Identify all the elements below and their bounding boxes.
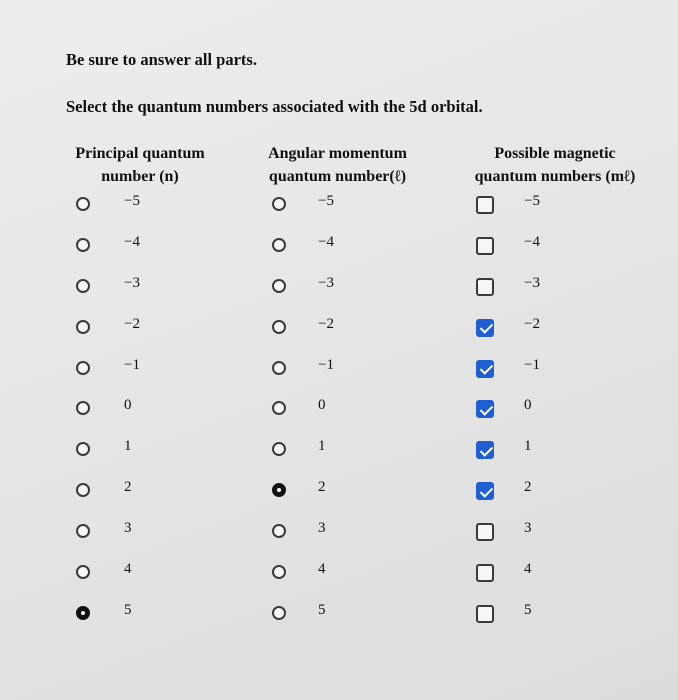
angular-header-line2: quantum number(ℓ) bbox=[268, 168, 407, 185]
magnetic-option-label: −4 bbox=[524, 233, 540, 250]
principal-radio-button[interactable] bbox=[76, 565, 90, 579]
angular-radio-button[interactable] bbox=[272, 279, 286, 293]
principal-header-line1: Principal quantum bbox=[75, 145, 205, 162]
angular-option-label: 4 bbox=[318, 561, 326, 578]
magnetic-checkbox[interactable] bbox=[476, 196, 494, 214]
magnetic-option-label: 1 bbox=[524, 438, 532, 455]
magnetic-checkbox[interactable] bbox=[476, 360, 494, 378]
magnetic-option-label: 5 bbox=[524, 601, 532, 618]
principal-option-label: −2 bbox=[124, 315, 140, 332]
magnetic-option-label: −2 bbox=[524, 315, 540, 332]
question-prompt: Select the quantum numbers associated with the 5d orbital. bbox=[66, 97, 483, 116]
principal-option-label: 3 bbox=[124, 520, 132, 537]
magnetic-header-line2: quantum numbers (mℓ) bbox=[474, 168, 636, 185]
magnetic-checkbox[interactable] bbox=[476, 278, 494, 296]
principal-option-label: 5 bbox=[124, 601, 132, 618]
angular-option-label: −4 bbox=[318, 233, 334, 250]
magnetic-checkbox[interactable] bbox=[476, 523, 494, 541]
magnetic-quantum-header bbox=[455, 142, 655, 188]
angular-option-label: −3 bbox=[318, 274, 334, 291]
angular-radio-button[interactable] bbox=[272, 197, 286, 211]
magnetic-option-label: 4 bbox=[524, 561, 532, 578]
angular-header-line1: Angular momentum bbox=[268, 145, 407, 162]
principal-radio-button[interactable] bbox=[76, 279, 90, 293]
principal-radio-button[interactable] bbox=[76, 238, 90, 252]
magnetic-checkbox[interactable] bbox=[476, 319, 494, 337]
angular-option-label: 3 bbox=[318, 520, 326, 537]
magnetic-option-label: −3 bbox=[524, 274, 540, 291]
magnetic-checkbox[interactable] bbox=[476, 605, 494, 623]
angular-option-label: −2 bbox=[318, 315, 334, 332]
angular-radio-button[interactable] bbox=[272, 606, 286, 620]
principal-option-label: −1 bbox=[124, 356, 140, 373]
magnetic-option-label: 2 bbox=[524, 479, 532, 496]
angular-radio-button[interactable] bbox=[272, 238, 286, 252]
angular-option-label: 1 bbox=[318, 438, 326, 455]
angular-radio-button[interactable] bbox=[272, 524, 286, 538]
principal-radio-button[interactable] bbox=[76, 197, 90, 211]
instruction-answer-all: Be sure to answer all parts. bbox=[66, 50, 257, 69]
principal-option-label: −3 bbox=[124, 274, 140, 291]
angular-radio-button[interactable] bbox=[272, 361, 286, 375]
magnetic-checkbox[interactable] bbox=[476, 482, 494, 500]
magnetic-option-label: −1 bbox=[524, 356, 540, 373]
angular-radio-button[interactable] bbox=[272, 442, 286, 456]
angular-radio-button[interactable] bbox=[272, 320, 286, 334]
principal-option-label: 2 bbox=[124, 479, 132, 496]
magnetic-header-line1: Possible magnetic bbox=[494, 145, 616, 162]
angular-radio-button[interactable] bbox=[272, 401, 286, 415]
magnetic-checkbox[interactable] bbox=[476, 564, 494, 582]
principal-radio-button[interactable] bbox=[76, 606, 90, 620]
principal-radio-button[interactable] bbox=[76, 401, 90, 415]
magnetic-checkbox[interactable] bbox=[476, 400, 494, 418]
principal-quantum-header bbox=[60, 142, 220, 188]
principal-radio-button[interactable] bbox=[76, 320, 90, 334]
angular-option-label: −1 bbox=[318, 356, 334, 373]
principal-radio-button[interactable] bbox=[76, 361, 90, 375]
magnetic-option-label: 3 bbox=[524, 520, 532, 537]
magnetic-checkbox[interactable] bbox=[476, 237, 494, 255]
principal-radio-button[interactable] bbox=[76, 442, 90, 456]
principal-option-label: 0 bbox=[124, 397, 132, 414]
principal-radio-button[interactable] bbox=[76, 524, 90, 538]
principal-header-line2: number (n) bbox=[101, 168, 179, 185]
angular-option-label: 5 bbox=[318, 601, 326, 618]
angular-momentum-header bbox=[250, 142, 425, 188]
angular-option-label: −5 bbox=[318, 193, 334, 209]
principal-option-label: 4 bbox=[124, 561, 132, 578]
magnetic-option-label: −5 bbox=[524, 193, 540, 209]
magnetic-option-label: 0 bbox=[524, 397, 532, 414]
principal-radio-button[interactable] bbox=[76, 483, 90, 497]
magnetic-checkbox[interactable] bbox=[476, 441, 494, 459]
angular-radio-button[interactable] bbox=[272, 565, 286, 579]
principal-option-label: 1 bbox=[124, 438, 132, 455]
angular-radio-button[interactable] bbox=[272, 483, 286, 497]
principal-option-label: −5 bbox=[124, 193, 140, 209]
principal-option-label: −4 bbox=[124, 233, 140, 250]
angular-option-label: 2 bbox=[318, 479, 326, 496]
angular-option-label: 0 bbox=[318, 397, 326, 414]
